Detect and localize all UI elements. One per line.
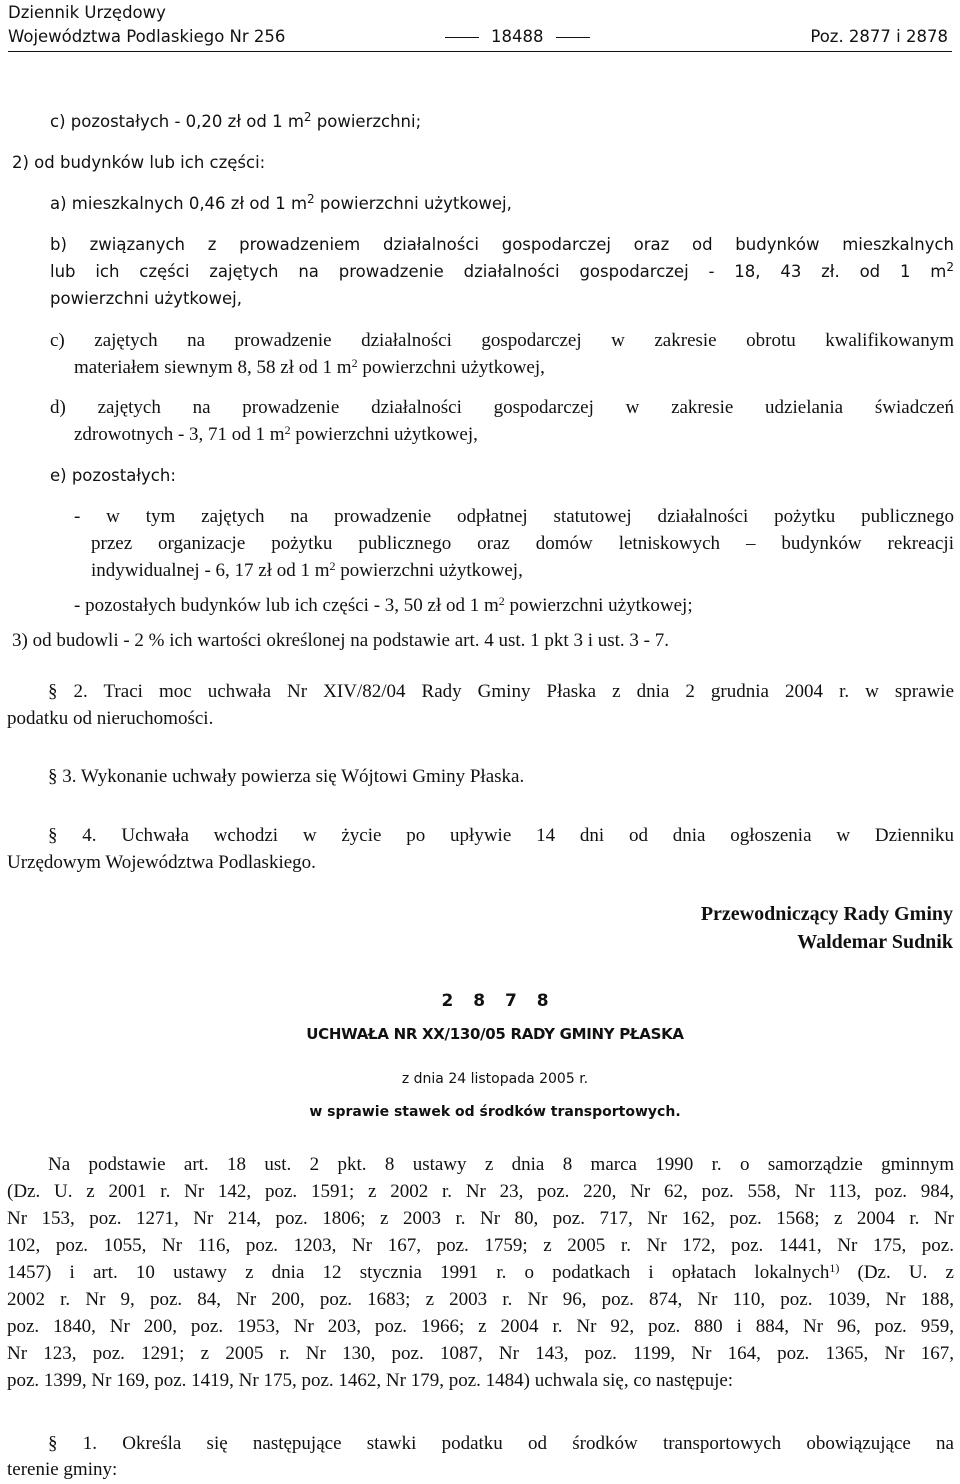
- signature-title: Przewodniczący Rady Gminy: [700, 903, 953, 925]
- signature-name: Waldemar Sudnik: [797, 931, 953, 953]
- position-label: Poz. 2877 i 2878: [810, 27, 948, 46]
- act-subject: w sprawie stawek od środków transportowych.: [309, 1104, 681, 1120]
- page-number-block: [433, 25, 602, 48]
- dash1-line2: przez organizacje pożytku publicznego oraz domów letniskowych – budynków rekreacji: [91, 533, 954, 554]
- basis-line1: Na podstawie art. 18 ust. 2 pkt. 8 ustawy z dnia 8 marca 1990 r. o samorządzie gminnym: [48, 1154, 954, 1175]
- dash-left: [445, 37, 479, 38]
- paragraph-3: § 3. Wykonanie uchwały powierza się Wójtowi Gminy Płaska.: [48, 766, 525, 787]
- dash-right: [556, 37, 590, 38]
- dash1-line3: indywidualnej - 6, 17 zł od 1 $m^2$ powierzchni użytkowej,: [91, 559, 523, 581]
- basis-line8: Nr 123, poz. 1291; z 2005 r. Nr 130, poz. 1087, Nr 143, poz. 1199, Nr 164, poz. 1365, Nr 167,: [7, 1343, 954, 1364]
- paragraph-4-line2: Urzędowym Województwa Podlaskiego.: [7, 852, 316, 873]
- basis-line7: poz. 1840, Nr 200, poz. 1953, Nr 203, poz. 1966; z 2004 r. Nr 92, poz. 880 i 884, Nr 96, poz. 959,: [7, 1316, 954, 1337]
- journal-title-line2: Województwa Podlaskiego Nr 256: [8, 27, 286, 46]
- item-b-line3: powierzchni użytkowej,: [50, 289, 242, 308]
- item-c2-line1: c) zajętych na prowadzenie działalności gospodarczej w zakresie obrotu kwalifikowanym: [50, 330, 954, 351]
- item-d-line2: zdrowotnych - 3, 71 od 1 $m^2$ powierzchni użytkowej,: [74, 423, 478, 445]
- paragraph-2-line2: podatku od nieruchomości.: [7, 708, 214, 729]
- paragraph-2-line1: § 2. Traci moc uchwała Nr XIV/82/04 Rady Gminy Płaska z dnia 2 grudnia 2004 r. w sprawie: [48, 681, 954, 702]
- item-b-line2: lub ich części zajętych na prowadzenie działalności gospodarczej - 18, 43 zł. od 1 $m^2$: [50, 260, 954, 281]
- item-a-residential: a) mieszkalnych 0,46 zł od 1 $m^2$ powierzchni użytkowej,: [50, 192, 512, 213]
- basis-line9: poz. 1399, Nr 169, poz. 1419, Nr 175, poz. 1462, Nr 179, poz. 1484) uchwala się, co następuje:: [7, 1370, 734, 1391]
- basis-line3: Nr 153, poz. 1271, Nr 214, poz. 1806; z 2003 r. Nr 80, poz. 717, Nr 162, poz. 1568; z 2004 r. Nr: [7, 1208, 954, 1229]
- item-b-line1: b) związanych z prowadzeniem działalności gospodarczej oraz od budynków mieszkalnych: [50, 235, 954, 254]
- act-number: 2 8 7 8: [441, 991, 549, 1011]
- basis-line6: 2002 r. Nr 9, poz. 84, Nr 200, poz. 1683; z 2003 r. Nr 96, poz. 874, Nr 110, poz. 1039, Nr 188,: [7, 1289, 954, 1310]
- dash1-line1: - w tym zajętych na prowadzenie odpłatnej statutowej działalności pożytku publicznego: [74, 506, 954, 527]
- act-date: z dnia 24 listopada 2005 r.: [401, 1071, 589, 1087]
- dash2-line: - pozostałych budynków lub ich części - 3, 50 zł od 1 $m^2$ powierzchni użytkowej;: [74, 594, 693, 616]
- item-c2-line2: materiałem siewnym 8, 58 zł od 1 $m^2$ powierzchni użytkowej,: [74, 356, 545, 378]
- item-2-buildings: 2) od budynków lub ich części:: [12, 153, 266, 172]
- paragraph-1-line2: terenie gminy:: [7, 1459, 118, 1480]
- act-title: UCHWAŁA NR XX/130/05 RADY GMINY PŁASKA: [306, 1025, 684, 1043]
- item-c-other: c) pozostałych - 0,20 zł od 1 $m^2$ powierzchni;: [50, 110, 422, 131]
- item-3-structures: 3) od budowli - 2 % ich wartości określonej na podstawie art. 4 ust. 1 pkt 3 i ust. 3 - 7.: [12, 630, 669, 651]
- basis-line5: 1457) i art. 10 ustawy z dnia 12 stycznia 1991 r. o podatkach i opłatach lokalnych$^{1)}$ (Dz. U. z: [7, 1261, 954, 1283]
- basis-line4: 102, poz. 1055, Nr 116, poz. 1203, Nr 167, poz. 1759; z 2005 r. Nr 172, poz. 1441, Nr 175, poz.: [7, 1235, 954, 1256]
- paragraph-4-line1: § 4. Uchwała wchodzi w życie po upływie 14 dni od dnia ogłoszenia w Dzienniku: [48, 825, 954, 846]
- page-number: 18488: [491, 27, 544, 46]
- header-rule: [8, 51, 952, 52]
- basis-line2: (Dz. U. z 2001 r. Nr 142, poz. 1591; z 2002 r. Nr 23, poz. 220, Nr 62, poz. 558, Nr 113, poz. 984,: [7, 1181, 954, 1202]
- item-d-line1: d) zajętych na prowadzenie działalności gospodarczej w zakresie udzielania świadczeń: [50, 397, 954, 418]
- paragraph-1-line1: § 1. Określa się następujące stawki podatku od środków transportowych obowiązujące na: [48, 1433, 954, 1454]
- journal-title-line1: Dziennik Urzędowy: [8, 3, 166, 22]
- item-e-other: e) pozostałych:: [50, 466, 176, 485]
